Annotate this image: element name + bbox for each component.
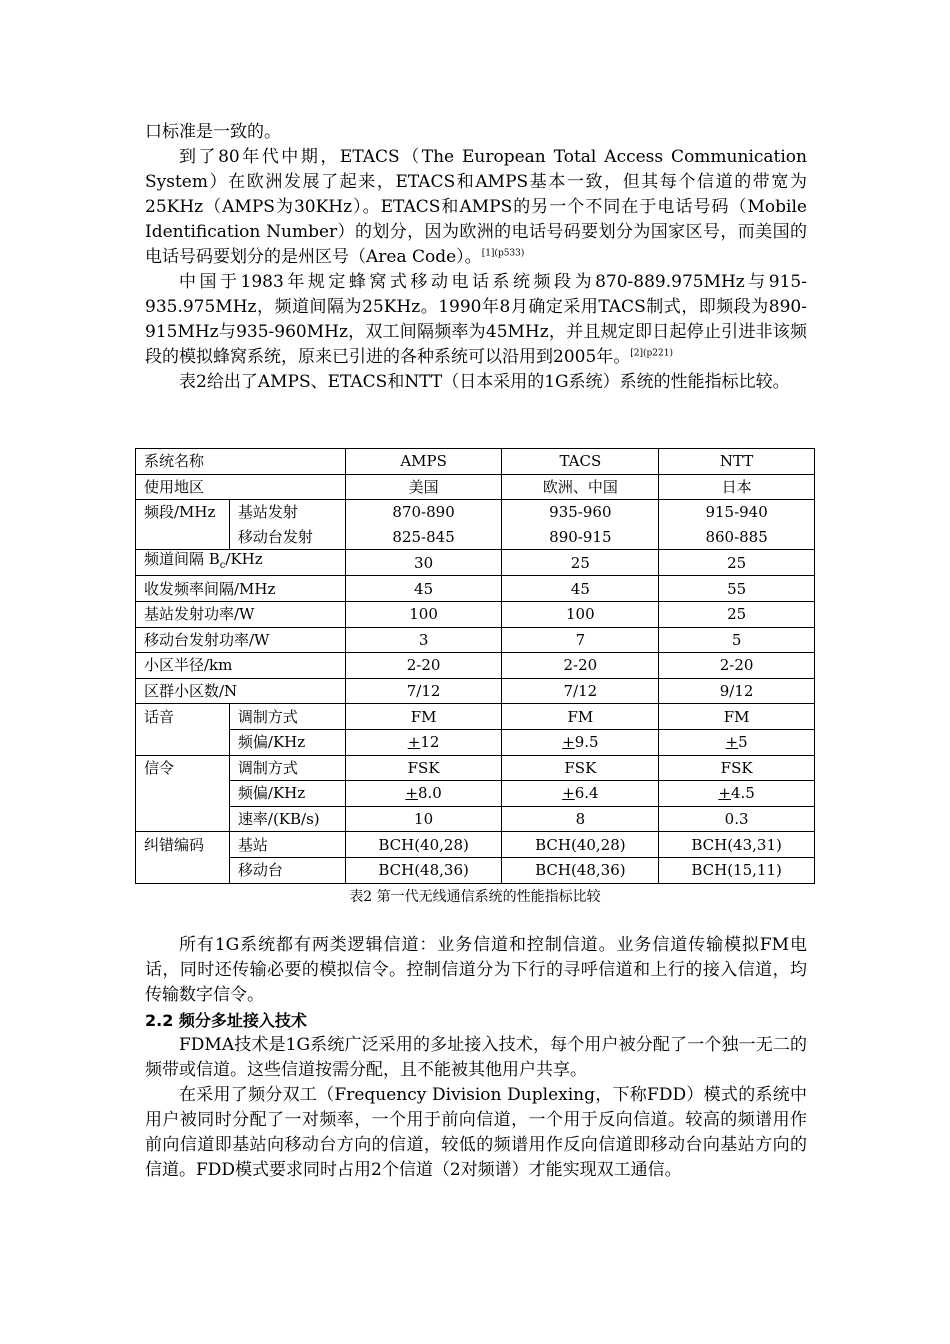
row-label: 信令 <box>136 755 230 781</box>
cell: 55 <box>659 576 815 602</box>
cell <box>345 781 502 807</box>
cell: 7/12 <box>345 678 502 704</box>
table-row <box>136 857 815 883</box>
cell: 30 <box>345 550 502 576</box>
cell: 935-960 <box>502 500 659 525</box>
header-tacs: TACS <box>502 449 659 475</box>
label-part: 频道间隔 B <box>144 550 220 569</box>
sub-label: 移动台 <box>229 857 345 883</box>
cell: FSK <box>502 755 659 781</box>
row-label: 纠错编码 <box>136 832 230 858</box>
label-part: /KHz <box>225 550 263 569</box>
comparison-table <box>135 448 815 884</box>
reference-2: [2](p221) <box>630 348 673 359</box>
cell: BCH(43,31) <box>659 832 815 858</box>
cell: 2-20 <box>345 653 502 679</box>
row-label-empty <box>136 806 230 832</box>
cell: 7/12 <box>502 678 659 704</box>
intro-paragraph-4: 表2给出了AMPS、ETACS和NTT（日本采用的1G系统）系统的性能指标比较。 <box>179 372 790 392</box>
sub-label: 速率/(KB/s) <box>229 806 345 832</box>
cell-value: 9.5 <box>574 733 599 752</box>
cell-value: 4.5 <box>730 784 755 803</box>
intro-paragraph-1: 口标准是一致的。 <box>145 122 281 142</box>
cell: 100 <box>345 601 502 627</box>
section-heading: 2.2 频分多址接入技术 <box>145 1011 307 1030</box>
table-row <box>136 781 815 807</box>
cell: 10 <box>345 806 502 832</box>
sub-label: 频偏/KHz <box>229 781 345 807</box>
cell: BCH(15,11) <box>659 857 815 883</box>
row-label: 频段/MHz <box>136 500 230 525</box>
etacs-text: 到了80年代中期，ETACS（The European Total Access Communication System）在欧洲发展了起来，ETACS和AMPS基本一致，但其每个信道的带宽为25KHz（AMPS为30KHz）。ETACS和AMPS的另一个不同在于电话号码（Mobile Identification Number）的划分，因为欧洲的电话号码要划分为国家区号，而美国的电话号码要划分的是州区号（Area Code）。 <box>145 147 807 267</box>
cell: 45 <box>345 576 502 602</box>
sub-label: 基站发射 <box>229 500 345 525</box>
china-text: 中国于1983年规定蜂窝式移动电话系统频段为870-889.975MHz与915-935.975MHz，频道间隔为25KHz。1990年8月确定采用TACS制式，即频段为890-915MHz与935-960MHz，双工间隔频率为45MHz，并且规定即日起停止引进非该频段的模拟蜂窝系统，原来已引进的各种系统可以沿用到2005年。 <box>145 272 807 367</box>
lower-section <box>145 933 807 1183</box>
reference-1: [1](p533) <box>481 248 525 259</box>
cell: 100 <box>502 601 659 627</box>
cell: 915-940 <box>659 500 815 525</box>
cell: 美国 <box>345 474 502 500</box>
cell: FM <box>502 704 659 730</box>
cell <box>659 781 815 807</box>
table-row <box>136 576 815 602</box>
table-row <box>136 653 815 679</box>
header-amps: AMPS <box>345 449 502 475</box>
table-row <box>136 474 815 500</box>
cell: 45 <box>502 576 659 602</box>
cell: FSK <box>659 755 815 781</box>
cell-value: 5 <box>738 733 748 752</box>
header-system-name: 系统名称 <box>136 449 346 475</box>
fdd-paragraph: 在采用了频分双工（Frequency Division Duplexing，下称FDD）模式的系统中用户被同时分配了一对频率，一个用于前向信道，一个用于反向信道。较高的频谱用作前向信道即基站向移动台方向的信道，较低的频谱用作反向信道即移动台向基站方向的信道。FDD模式要求同时占用2个信道（2对频谱）才能实现双工通信。 <box>145 1085 807 1180</box>
fdma-paragraph: FDMA技术是1G系统广泛采用的多址接入技术，每个用户被分配了一个独一无二的频带或信道。这些信道按需分配，且不能被其他用户共享。 <box>145 1035 807 1080</box>
cell: BCH(40,28) <box>502 832 659 858</box>
table-row <box>136 525 815 550</box>
cell-value: 8.0 <box>417 784 442 803</box>
cell: 8 <box>502 806 659 832</box>
table-row <box>136 755 815 781</box>
label-subscript: c <box>219 560 226 572</box>
table-caption: 表2 第一代无线通信系统的性能指标比较 <box>349 889 601 905</box>
cell <box>502 781 659 807</box>
table-row <box>136 704 815 730</box>
cell: 0.3 <box>659 806 815 832</box>
row-label: 话音 <box>136 704 230 730</box>
table-row <box>136 832 815 858</box>
intro-section <box>145 120 807 395</box>
row-label: 使用地区 <box>136 474 346 500</box>
cell: 3 <box>345 627 502 653</box>
cell-value: 12 <box>420 733 440 752</box>
table-row <box>136 678 815 704</box>
table-row <box>136 550 815 576</box>
sub-label: 基站 <box>229 832 345 858</box>
row-label: 区群小区数/N <box>136 678 346 704</box>
cell: 25 <box>502 550 659 576</box>
table-row <box>136 627 815 653</box>
cell: 860-885 <box>659 525 815 550</box>
cell: BCH(48,36) <box>345 857 502 883</box>
plus-minus-sign: + <box>407 733 421 752</box>
cell: 7 <box>502 627 659 653</box>
cell: BCH(48,36) <box>502 857 659 883</box>
plus-minus-sign: + <box>405 784 418 803</box>
sub-label: 调制方式 <box>229 755 345 781</box>
intro-paragraph-2 <box>145 145 807 270</box>
cell: 9/12 <box>659 678 815 704</box>
cell <box>659 729 815 755</box>
row-label: 小区半径/km <box>136 653 346 679</box>
row-label: 移动台发射功率/W <box>136 627 346 653</box>
cell: 5 <box>659 627 815 653</box>
table-row-header <box>136 449 815 475</box>
cell: FSK <box>345 755 502 781</box>
cell-value: 6.4 <box>574 784 599 803</box>
row-label-empty <box>136 525 230 550</box>
cell: FM <box>345 704 502 730</box>
cell: BCH(40,28) <box>345 832 502 858</box>
table-row <box>136 806 815 832</box>
row-label: 收发频率间隔/MHz <box>136 576 346 602</box>
sub-label: 频偏/KHz <box>229 729 345 755</box>
row-label: 基站发射功率/W <box>136 601 346 627</box>
cell <box>345 729 502 755</box>
cell: 2-20 <box>659 653 815 679</box>
plus-minus-sign: + <box>562 784 575 803</box>
cell: 欧洲、中国 <box>502 474 659 500</box>
plus-minus-sign: + <box>725 733 739 752</box>
table-row <box>136 500 815 525</box>
cell: 日本 <box>659 474 815 500</box>
intro-paragraph-3 <box>145 270 807 370</box>
cell <box>502 729 659 755</box>
header-ntt: NTT <box>659 449 815 475</box>
sub-label: 调制方式 <box>229 704 345 730</box>
cell: 25 <box>659 550 815 576</box>
plus-minus-sign: + <box>718 784 731 803</box>
row-label-empty <box>136 857 230 883</box>
cell: 825-845 <box>345 525 502 550</box>
row-label-empty <box>136 781 230 807</box>
cell: 2-20 <box>502 653 659 679</box>
cell: FM <box>659 704 815 730</box>
row-label <box>136 550 346 576</box>
plus-minus-sign: + <box>562 733 575 752</box>
sub-label: 移动台发射 <box>229 525 345 550</box>
table-row <box>136 601 815 627</box>
table-row <box>136 729 815 755</box>
cell: 890-915 <box>502 525 659 550</box>
row-label-empty <box>136 729 230 755</box>
logical-channels-paragraph: 所有1G系统都有两类逻辑信道：业务信道和控制信道。业务信道传输模拟FM电话，同时还传输必要的模拟信令。控制信道分为下行的寻呼信道和上行的接入信道，均传输数字信令。 <box>145 935 807 1005</box>
cell: 25 <box>659 601 815 627</box>
cell: 870-890 <box>345 500 502 525</box>
